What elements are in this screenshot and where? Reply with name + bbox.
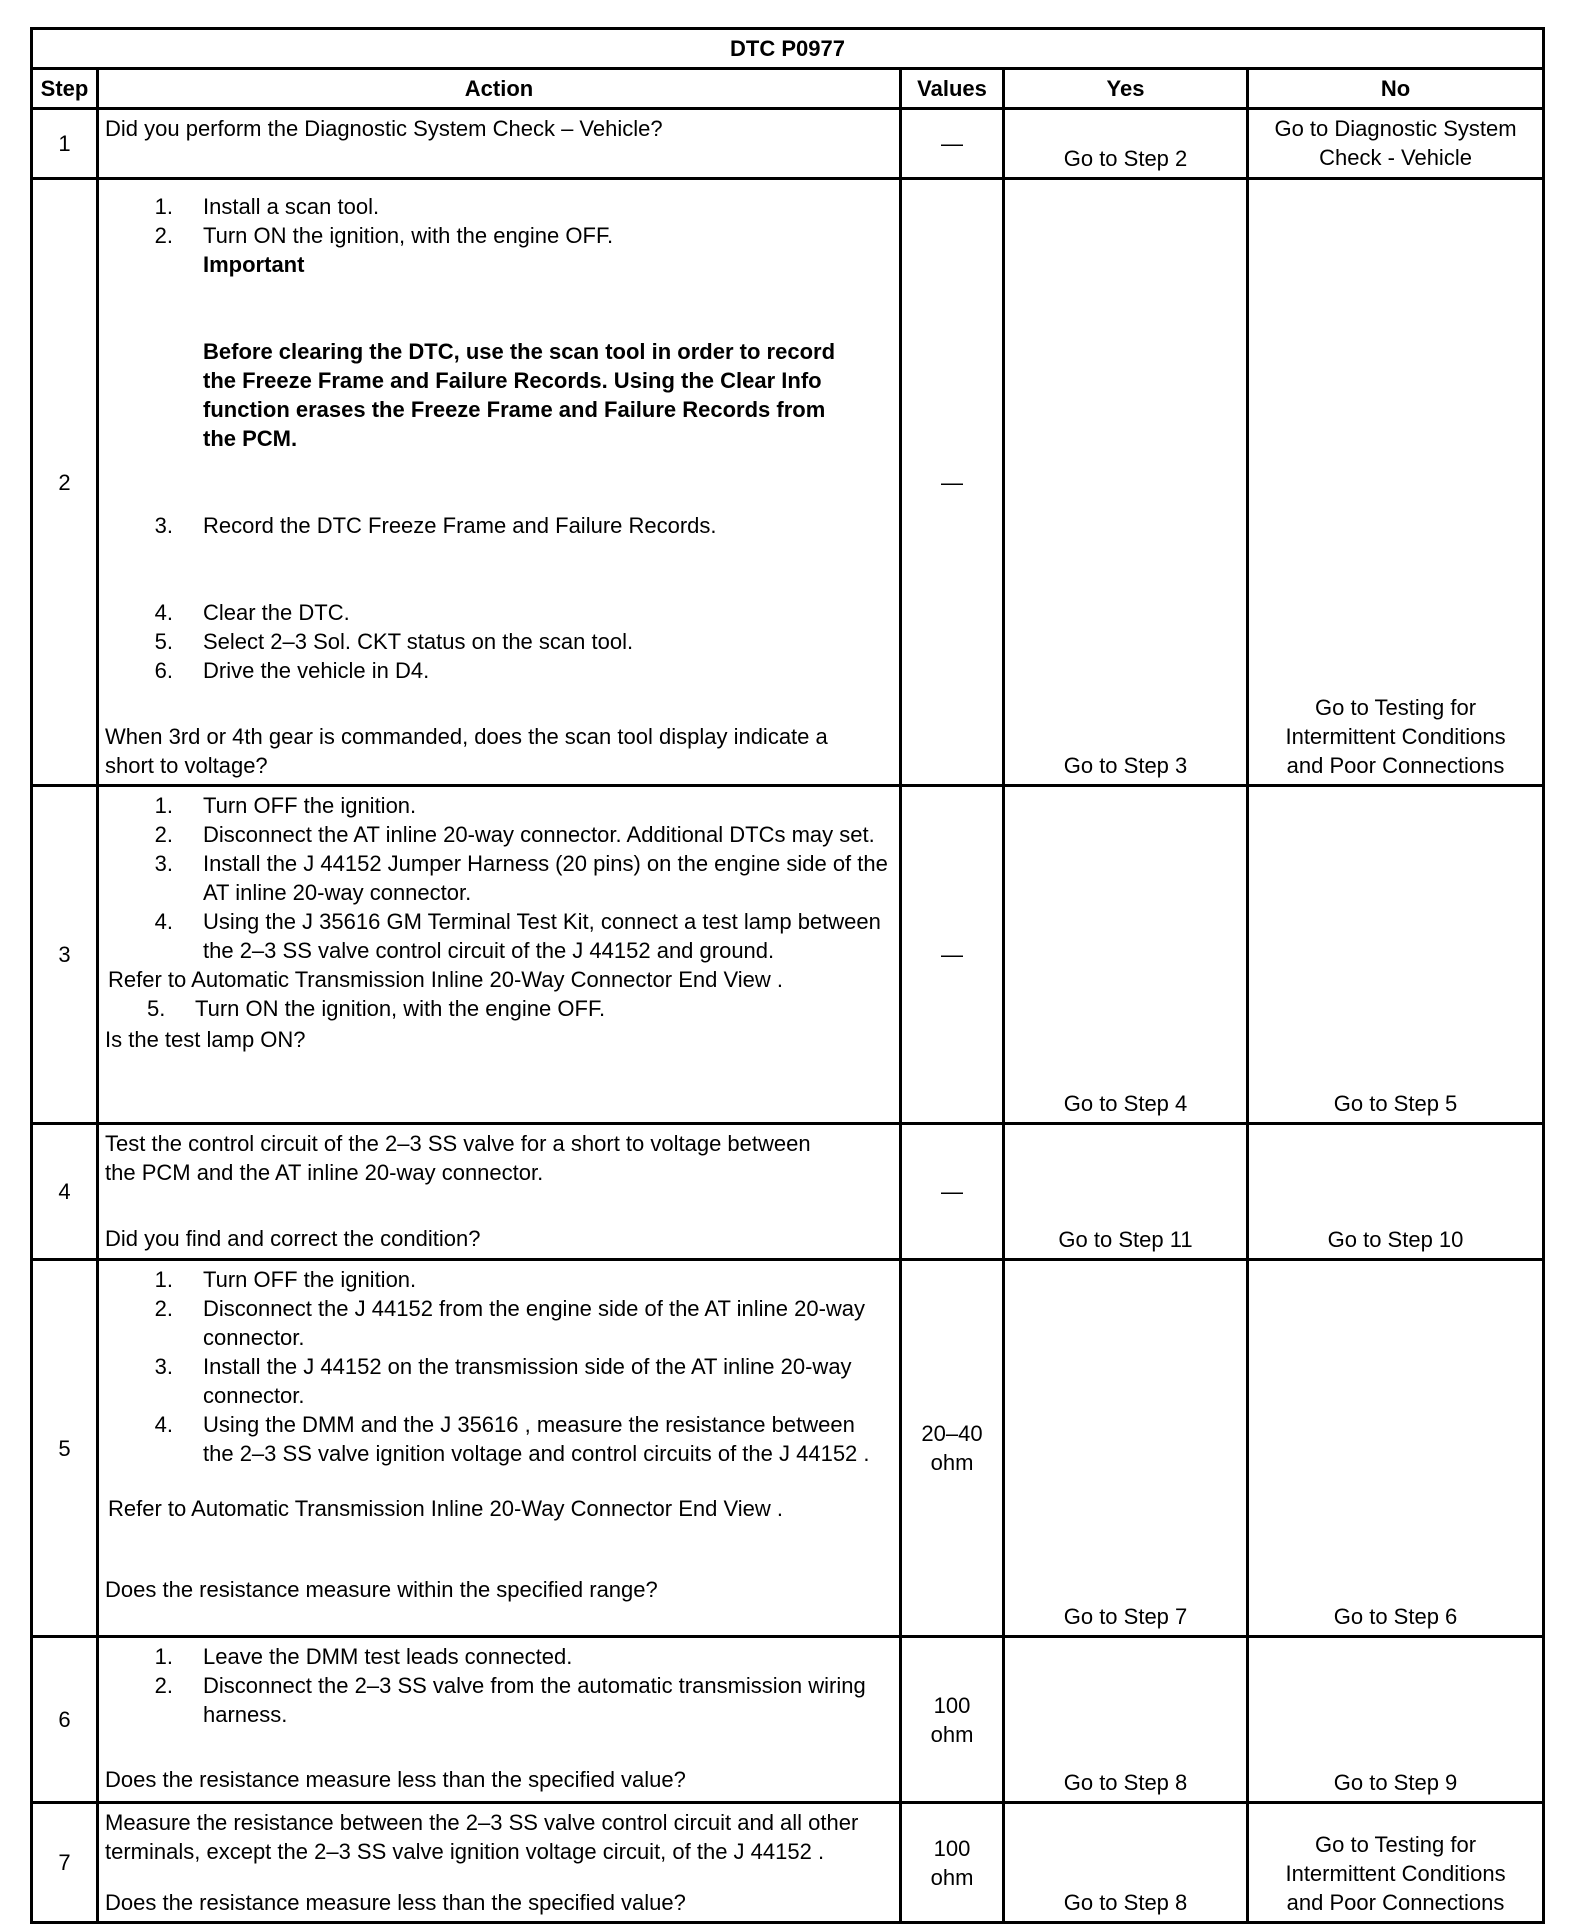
action-cell — [98, 109, 901, 179]
list-item: 1. Leave the DMM test leads connected. — [154, 1644, 573, 1669]
important-note: Before clearing the DTC, use the scan tool in order to record the Freeze Frame and Failure Records. Using the Clear Info function erases the Freeze Frame and Failure Records from the PCM. — [203, 339, 836, 451]
yes-cell: Go to Step 8 — [1004, 1637, 1248, 1803]
table-row — [32, 1637, 1544, 1803]
step-number: 1 — [32, 109, 98, 179]
action-question: Did you find and correct the condition? — [105, 1226, 481, 1251]
step-list — [105, 1642, 891, 1729]
title-row — [32, 29, 1544, 69]
list-item: 4. Using the J 35616 GM Terminal Test Kit, connect a test lamp between the 2–3 SS valve control circuit of the J 44152 and ground. — [154, 909, 881, 963]
action-question: Does the resistance measure less than the specified value? — [105, 1767, 686, 1792]
value-cell: 100 ohm — [901, 1637, 1004, 1803]
list-item: 3. Install the J 44152 Jumper Harness (20 pins) on the engine side of the AT inline 20-way connector. — [154, 851, 888, 905]
header-action: Action — [98, 69, 901, 109]
list-item: 2. Disconnect the 2–3 SS valve from the automatic transmission wiring harness. — [154, 1673, 866, 1727]
no-cell: Go to Diagnostic System Check - Vehicle — [1248, 109, 1544, 179]
action-question: When 3rd or 4th gear is commanded, does the scan tool display indicate a short to voltage? — [105, 724, 828, 778]
action-question: Is the test lamp ON? — [105, 1027, 306, 1052]
table-row — [32, 1260, 1544, 1637]
yes-cell: Go to Step 11 — [1004, 1124, 1248, 1260]
header-step: Step — [32, 69, 98, 109]
list-item: 6. Drive the vehicle in D4. — [154, 658, 430, 683]
value-cell: — — [901, 109, 1004, 179]
step-number: 2 — [32, 179, 98, 786]
list-item: 5. Turn ON the ignition, with the engine OFF. — [147, 996, 606, 1021]
yes-cell: Go to Step 8 — [1004, 1803, 1248, 1923]
action-cell — [98, 1637, 901, 1803]
action-question: Did you perform the Diagnostic System Check – Vehicle? — [105, 116, 663, 141]
step-number: 3 — [32, 786, 98, 1124]
action-question: Does the resistance measure less than the specified value? — [105, 1890, 686, 1915]
no-cell: Go to Testing for Intermittent Conditions and Poor Connections — [1248, 179, 1544, 786]
step-list — [105, 192, 891, 250]
action-text: Test the control circuit of the 2–3 SS valve for a short to voltage between the PCM and the AT inline 20-way connector. — [105, 1131, 811, 1185]
value-cell: 20–40 ohm — [901, 1260, 1004, 1637]
list-item: 1. Install a scan tool. — [154, 194, 380, 219]
action-cell — [98, 1803, 901, 1923]
value-cell: 100 ohm — [901, 1803, 1004, 1923]
header-yes: Yes — [1004, 69, 1248, 109]
list-item: 4. Clear the DTC. — [154, 600, 350, 625]
value-cell: — — [901, 179, 1004, 786]
header-values: Values — [901, 69, 1004, 109]
step-list — [105, 511, 891, 540]
action-cell — [98, 786, 901, 1124]
yes-cell: Go to Step 4 — [1004, 786, 1248, 1124]
yes-cell: Go to Step 7 — [1004, 1260, 1248, 1637]
table-row — [32, 786, 1544, 1124]
dtc-table — [30, 27, 1545, 1924]
step-list — [105, 1265, 891, 1468]
table-row — [32, 1803, 1544, 1923]
table-title: DTC P0977 — [32, 29, 1544, 69]
list-item: 1. Turn OFF the ignition. — [154, 1267, 417, 1292]
header-row — [32, 69, 1544, 109]
no-cell: Go to Testing for Intermittent Conditions and Poor Connections — [1248, 1803, 1544, 1923]
list-item: 2. Turn ON the ignition, with the engine OFF. — [154, 223, 614, 248]
value-cell: — — [901, 1124, 1004, 1260]
reference-note: Refer to Automatic Transmission Inline 20-Way Connector End View . — [108, 967, 783, 992]
important-label: Important — [203, 252, 305, 277]
list-item: 4. Using the DMM and the J 35616 , measure the resistance between the 2–3 SS valve ignition voltage and control circuits of the J 44152 . — [154, 1412, 870, 1466]
list-item: 1. Turn OFF the ignition. — [154, 793, 417, 818]
list-item: 3. Install the J 44152 on the transmission side of the AT inline 20-way connector. — [154, 1354, 852, 1408]
no-cell: Go to Step 6 — [1248, 1260, 1544, 1637]
step-number: 7 — [32, 1803, 98, 1923]
yes-cell: Go to Step 2 — [1004, 109, 1248, 179]
reference-note: Refer to Automatic Transmission Inline 20-Way Connector End View . — [108, 1496, 783, 1521]
action-cell — [98, 1260, 901, 1637]
value-cell: — — [901, 786, 1004, 1124]
action-cell — [98, 1124, 901, 1260]
action-cell — [98, 179, 901, 786]
list-item: 2. Disconnect the J 44152 from the engine side of the AT inline 20-way connector. — [154, 1296, 866, 1350]
action-text: Measure the resistance between the 2–3 SS valve control circuit and all other terminals, except the 2–3 SS valve ignition voltage circuit, of the J 44152 . — [105, 1810, 859, 1864]
list-item: 3. Record the DTC Freeze Frame and Failure Records. — [154, 513, 717, 538]
list-item: 5. Select 2–3 Sol. CKT status on the scan tool. — [154, 629, 634, 654]
header-no: No — [1248, 69, 1544, 109]
table-row — [32, 109, 1544, 179]
yes-cell: Go to Step 3 — [1004, 179, 1248, 786]
step-number: 4 — [32, 1124, 98, 1260]
action-question: Does the resistance measure within the specified range? — [105, 1577, 658, 1602]
no-cell: Go to Step 5 — [1248, 786, 1544, 1124]
step-number: 6 — [32, 1637, 98, 1803]
step-list — [105, 791, 891, 965]
no-cell: Go to Step 10 — [1248, 1124, 1544, 1260]
step-list — [105, 598, 891, 685]
table-row — [32, 1124, 1544, 1260]
list-item: 2. Disconnect the AT inline 20-way connector. Additional DTCs may set. — [154, 822, 875, 847]
no-cell: Go to Step 9 — [1248, 1637, 1544, 1803]
table-row — [32, 179, 1544, 786]
step-number: 5 — [32, 1260, 98, 1637]
